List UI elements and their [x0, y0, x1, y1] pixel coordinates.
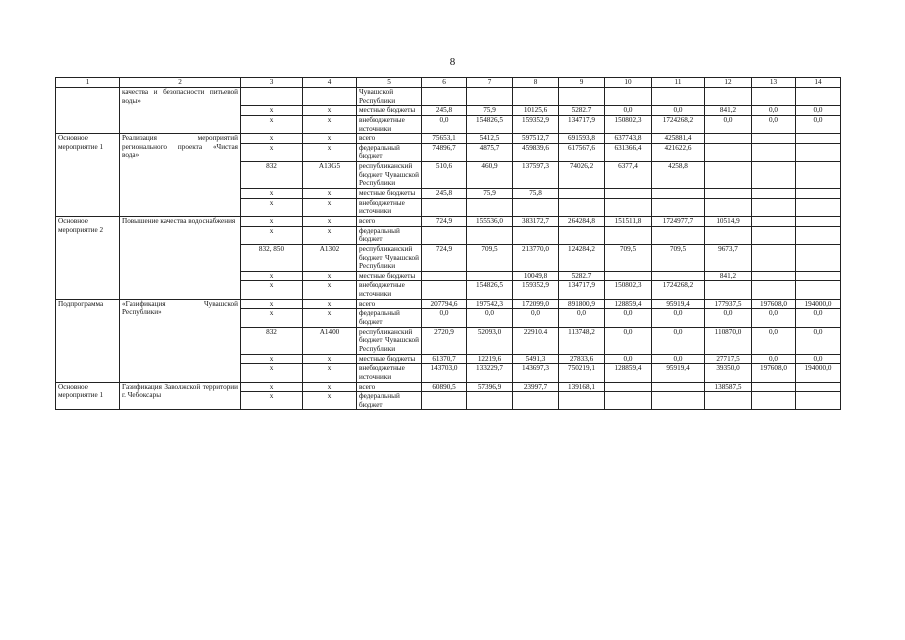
header-cell: 12: [705, 78, 752, 88]
value-cell: 0,0: [605, 354, 652, 364]
value-cell: [705, 88, 752, 106]
value-cell: 151511,8: [605, 216, 652, 226]
grbs-code-cell: х: [241, 106, 303, 116]
funding-source-cell: местные бюджеты: [357, 271, 422, 281]
value-cell: 245,8: [422, 106, 467, 116]
funding-source-cell: всего: [357, 382, 422, 392]
grbs-code-cell: х: [241, 216, 303, 226]
value-cell: 12219,6: [467, 354, 513, 364]
value-cell: 0,0: [752, 354, 796, 364]
value-cell: [559, 189, 605, 199]
value-cell: 0,0: [752, 115, 796, 133]
value-cell: [752, 392, 796, 410]
target-code-cell: х: [303, 226, 357, 244]
value-cell: 0,0: [796, 354, 841, 364]
item-name-cell: качества и безопасности питьевой воды»: [120, 88, 241, 134]
grbs-code-cell: х: [241, 115, 303, 133]
value-cell: 0,0: [752, 106, 796, 116]
header-cell: 3: [241, 78, 303, 88]
target-code-cell: х: [303, 216, 357, 226]
value-cell: [796, 143, 841, 161]
grbs-code-cell: х: [241, 198, 303, 216]
value-cell: 0,0: [605, 327, 652, 354]
target-code-cell: х: [303, 281, 357, 299]
value-cell: [513, 226, 559, 244]
value-cell: 425881,4: [652, 134, 705, 144]
value-cell: [796, 392, 841, 410]
value-cell: 75653,1: [422, 134, 467, 144]
value-cell: [605, 189, 652, 199]
value-cell: 194000,0: [796, 364, 841, 382]
value-cell: [513, 392, 559, 410]
value-cell: 0,0: [752, 327, 796, 354]
value-cell: [652, 88, 705, 106]
value-cell: 143697,3: [513, 364, 559, 382]
funding-source-cell: местные бюджеты: [357, 189, 422, 199]
funding-source-cell: внебюджетные источники: [357, 115, 422, 133]
value-cell: [422, 226, 467, 244]
value-cell: [422, 392, 467, 410]
value-cell: 1724268,2: [652, 115, 705, 133]
page-number: 8: [449, 56, 456, 68]
funding-source-cell: Чувашской Республики: [357, 88, 422, 106]
value-cell: 0,0: [796, 327, 841, 354]
value-cell: 10125,6: [513, 106, 559, 116]
value-cell: [752, 244, 796, 271]
funding-source-cell: республиканский бюджет Чувашской Республики: [357, 327, 422, 354]
value-cell: 0,0: [705, 309, 752, 327]
header-cell: 13: [752, 78, 796, 88]
value-cell: [752, 162, 796, 189]
value-cell: 133229,7: [467, 364, 513, 382]
item-type-cell: Подпрограмма: [56, 299, 120, 382]
funding-source-cell: федеральный бюджет: [357, 309, 422, 327]
value-cell: 154826,5: [467, 281, 513, 299]
header-cell: 4: [303, 78, 357, 88]
value-cell: [513, 88, 559, 106]
value-cell: 110870,0: [705, 327, 752, 354]
grbs-code-cell: 832: [241, 162, 303, 189]
value-cell: 134717,9: [559, 281, 605, 299]
grbs-code-cell: х: [241, 309, 303, 327]
value-cell: 5412,5: [467, 134, 513, 144]
header-cell: 1: [56, 78, 120, 88]
value-cell: 1724977,7: [652, 216, 705, 226]
value-cell: [796, 198, 841, 216]
value-cell: 617567,6: [559, 143, 605, 161]
value-cell: 5491,3: [513, 354, 559, 364]
value-cell: 10049,8: [513, 271, 559, 281]
value-cell: [752, 281, 796, 299]
value-cell: 128859,4: [605, 299, 652, 309]
value-cell: [652, 226, 705, 244]
value-cell: [652, 189, 705, 199]
value-cell: 124284,2: [559, 244, 605, 271]
value-cell: [605, 271, 652, 281]
value-cell: 139168,1: [559, 382, 605, 392]
target-code-cell: х: [303, 354, 357, 364]
value-cell: [652, 382, 705, 392]
value-cell: [752, 216, 796, 226]
grbs-code-cell: х: [241, 354, 303, 364]
funding-source-cell: местные бюджеты: [357, 106, 422, 116]
value-cell: 0,0: [796, 106, 841, 116]
funding-source-cell: внебюджетные источники: [357, 281, 422, 299]
target-code-cell: х: [303, 299, 357, 309]
value-cell: 159352,9: [513, 115, 559, 133]
value-cell: 724,9: [422, 244, 467, 271]
value-cell: 0,0: [422, 309, 467, 327]
value-cell: 709,5: [605, 244, 652, 271]
value-cell: 10514,9: [705, 216, 752, 226]
value-cell: 750219,1: [559, 364, 605, 382]
value-cell: [705, 189, 752, 199]
value-cell: [796, 281, 841, 299]
value-cell: [752, 226, 796, 244]
funding-source-cell: республиканский бюджет Чувашской Республики: [357, 162, 422, 189]
value-cell: 0,0: [467, 309, 513, 327]
funding-source-cell: республиканский бюджет Чувашской Республики: [357, 244, 422, 271]
value-cell: [652, 271, 705, 281]
header-row: [56, 78, 841, 88]
value-cell: 197542,3: [467, 299, 513, 309]
value-cell: [752, 134, 796, 144]
value-cell: 213770,0: [513, 244, 559, 271]
target-code-cell: х: [303, 364, 357, 382]
value-cell: [796, 189, 841, 199]
table-row: [56, 134, 841, 144]
value-cell: 0,0: [652, 106, 705, 116]
value-cell: [467, 88, 513, 106]
value-cell: [752, 189, 796, 199]
header-cell: 10: [605, 78, 652, 88]
value-cell: 597512,7: [513, 134, 559, 144]
funding-source-cell: внебюджетные источники: [357, 198, 422, 216]
value-cell: 0,0: [796, 115, 841, 133]
value-cell: 5282.7: [559, 106, 605, 116]
value-cell: 637743,8: [605, 134, 652, 144]
value-cell: 60890,5: [422, 382, 467, 392]
target-code-cell: х: [303, 134, 357, 144]
value-cell: [605, 382, 652, 392]
target-code-cell: А1302: [303, 244, 357, 271]
funding-source-cell: федеральный бюджет: [357, 392, 422, 410]
value-cell: 631366,4: [605, 143, 652, 161]
value-cell: [796, 134, 841, 144]
value-cell: 177937,5: [705, 299, 752, 309]
value-cell: [422, 88, 467, 106]
value-cell: 0,0: [705, 115, 752, 133]
value-cell: 6377,4: [605, 162, 652, 189]
value-cell: 510,6: [422, 162, 467, 189]
value-cell: 0,0: [796, 309, 841, 327]
value-cell: 0,0: [605, 309, 652, 327]
value-cell: [422, 271, 467, 281]
item-type-cell: Основное мероприятие 1: [56, 382, 120, 410]
value-cell: [705, 226, 752, 244]
value-cell: [752, 382, 796, 392]
value-cell: 128859,4: [605, 364, 652, 382]
value-cell: [752, 198, 796, 216]
value-cell: 0,0: [559, 309, 605, 327]
target-code-cell: А1400: [303, 327, 357, 354]
value-cell: 4258,8: [652, 162, 705, 189]
value-cell: [796, 88, 841, 106]
grbs-code-cell: 832, 850: [241, 244, 303, 271]
grbs-code-cell: х: [241, 143, 303, 161]
target-code-cell: х: [303, 271, 357, 281]
header-cell: 6: [422, 78, 467, 88]
value-cell: 61370,7: [422, 354, 467, 364]
target-code-cell: х: [303, 392, 357, 410]
value-cell: [467, 226, 513, 244]
value-cell: 95919,4: [652, 299, 705, 309]
value-cell: 9673,7: [705, 244, 752, 271]
value-cell: [559, 226, 605, 244]
value-cell: 0,0: [513, 309, 559, 327]
header-cell: 5: [357, 78, 422, 88]
header-cell: 11: [652, 78, 705, 88]
value-cell: 113748,2: [559, 327, 605, 354]
value-cell: 23997,7: [513, 382, 559, 392]
value-cell: 39350,0: [705, 364, 752, 382]
value-cell: 4875,7: [467, 143, 513, 161]
grbs-code-cell: х: [241, 226, 303, 244]
value-cell: [605, 392, 652, 410]
header-cell: 8: [513, 78, 559, 88]
grbs-code-cell: х: [241, 271, 303, 281]
value-cell: 2720,9: [422, 327, 467, 354]
value-cell: [605, 226, 652, 244]
target-code-cell: х: [303, 143, 357, 161]
value-cell: [752, 271, 796, 281]
grbs-code-cell: х: [241, 299, 303, 309]
value-cell: 264284,8: [559, 216, 605, 226]
funding-source-cell: федеральный бюджет: [357, 143, 422, 161]
value-cell: [467, 198, 513, 216]
item-type-cell: Основное мероприятие 1: [56, 134, 120, 217]
target-code-cell: х: [303, 309, 357, 327]
value-cell: 27833,6: [559, 354, 605, 364]
value-cell: 75,9: [467, 189, 513, 199]
header-cell: 14: [796, 78, 841, 88]
value-cell: 0,0: [752, 309, 796, 327]
item-type-cell: [56, 88, 120, 134]
value-cell: 1724268,2: [652, 281, 705, 299]
funding-source-cell: всего: [357, 134, 422, 144]
item-name-cell: Повышение качества водоснабжения: [120, 216, 241, 299]
value-cell: [652, 392, 705, 410]
value-cell: 154826,5: [467, 115, 513, 133]
table-row: [56, 88, 841, 106]
value-cell: 0,0: [652, 309, 705, 327]
value-cell: 0,0: [652, 354, 705, 364]
value-cell: [559, 198, 605, 216]
grbs-code-cell: [241, 88, 303, 106]
grbs-code-cell: 832: [241, 327, 303, 354]
value-cell: 245,8: [422, 189, 467, 199]
value-cell: [467, 392, 513, 410]
value-cell: 0,0: [652, 327, 705, 354]
grbs-code-cell: х: [241, 134, 303, 144]
value-cell: 841,2: [705, 106, 752, 116]
header-cell: 2: [120, 78, 241, 88]
header-cell: 9: [559, 78, 605, 88]
value-cell: 52093,0: [467, 327, 513, 354]
grbs-code-cell: х: [241, 382, 303, 392]
value-cell: 134717,9: [559, 115, 605, 133]
value-cell: [422, 281, 467, 299]
value-cell: [705, 134, 752, 144]
value-cell: 143703,0: [422, 364, 467, 382]
value-cell: 724,9: [422, 216, 467, 226]
value-cell: [513, 198, 559, 216]
target-code-cell: х: [303, 382, 357, 392]
value-cell: 0,0: [422, 115, 467, 133]
item-name-cell: Реализация мероприятий регионального проекта «Чистая вода»: [120, 134, 241, 217]
value-cell: [796, 382, 841, 392]
value-cell: 709,5: [467, 244, 513, 271]
table-row: [56, 382, 841, 392]
value-cell: [796, 226, 841, 244]
target-code-cell: А13G5: [303, 162, 357, 189]
value-cell: [752, 143, 796, 161]
header-cell: 7: [467, 78, 513, 88]
value-cell: 150802,3: [605, 115, 652, 133]
value-cell: 194000,0: [796, 299, 841, 309]
value-cell: [796, 162, 841, 189]
value-cell: 891800,9: [559, 299, 605, 309]
value-cell: [705, 162, 752, 189]
value-cell: [559, 88, 605, 106]
grbs-code-cell: х: [241, 392, 303, 410]
target-code-cell: х: [303, 189, 357, 199]
value-cell: [467, 271, 513, 281]
value-cell: [652, 198, 705, 216]
target-code-cell: х: [303, 198, 357, 216]
value-cell: 95919,4: [652, 364, 705, 382]
value-cell: 74896,7: [422, 143, 467, 161]
value-cell: [422, 198, 467, 216]
value-cell: 159352,9: [513, 281, 559, 299]
table-row: [56, 216, 841, 226]
value-cell: [796, 244, 841, 271]
grbs-code-cell: х: [241, 189, 303, 199]
funding-source-cell: всего: [357, 299, 422, 309]
target-code-cell: х: [303, 106, 357, 116]
value-cell: [796, 216, 841, 226]
funding-source-cell: местные бюджеты: [357, 354, 422, 364]
value-cell: 138587,5: [705, 382, 752, 392]
value-cell: [705, 392, 752, 410]
value-cell: 197608,0: [752, 364, 796, 382]
item-name-cell: «Газификация Чувашской Республики»: [120, 299, 241, 382]
value-cell: 197608,0: [752, 299, 796, 309]
value-cell: 75,8: [513, 189, 559, 199]
value-cell: [705, 281, 752, 299]
value-cell: 709,5: [652, 244, 705, 271]
value-cell: 27717,5: [705, 354, 752, 364]
item-type-cell: Основное мероприятие 2: [56, 216, 120, 299]
grbs-code-cell: х: [241, 364, 303, 382]
funding-source-cell: всего: [357, 216, 422, 226]
value-cell: 150802,3: [605, 281, 652, 299]
target-code-cell: [303, 88, 357, 106]
value-cell: 0,0: [605, 106, 652, 116]
funding-source-cell: внебюджетные источники: [357, 364, 422, 382]
value-cell: 172099,0: [513, 299, 559, 309]
value-cell: 460,9: [467, 162, 513, 189]
value-cell: 691593,8: [559, 134, 605, 144]
value-cell: 459839,6: [513, 143, 559, 161]
grbs-code-cell: х: [241, 281, 303, 299]
table-body: [56, 78, 841, 410]
value-cell: [752, 88, 796, 106]
value-cell: 74026,2: [559, 162, 605, 189]
value-cell: [605, 88, 652, 106]
value-cell: 841,2: [705, 271, 752, 281]
funding-source-cell: федеральный бюджет: [357, 226, 422, 244]
value-cell: 155536,0: [467, 216, 513, 226]
value-cell: 22910.4: [513, 327, 559, 354]
value-cell: 383172,7: [513, 216, 559, 226]
value-cell: 57396,9: [467, 382, 513, 392]
target-code-cell: х: [303, 115, 357, 133]
value-cell: 75,9: [467, 106, 513, 116]
value-cell: 137597,3: [513, 162, 559, 189]
item-name-cell: Газификация Заволжской территории г. Чебоксары: [120, 382, 241, 410]
budget-table: [55, 77, 841, 410]
value-cell: 207794,6: [422, 299, 467, 309]
value-cell: 421622,6: [652, 143, 705, 161]
value-cell: [705, 143, 752, 161]
value-cell: 5282.7: [559, 271, 605, 281]
table-row: [56, 299, 841, 309]
value-cell: [605, 198, 652, 216]
value-cell: [559, 392, 605, 410]
value-cell: [796, 271, 841, 281]
value-cell: [705, 198, 752, 216]
